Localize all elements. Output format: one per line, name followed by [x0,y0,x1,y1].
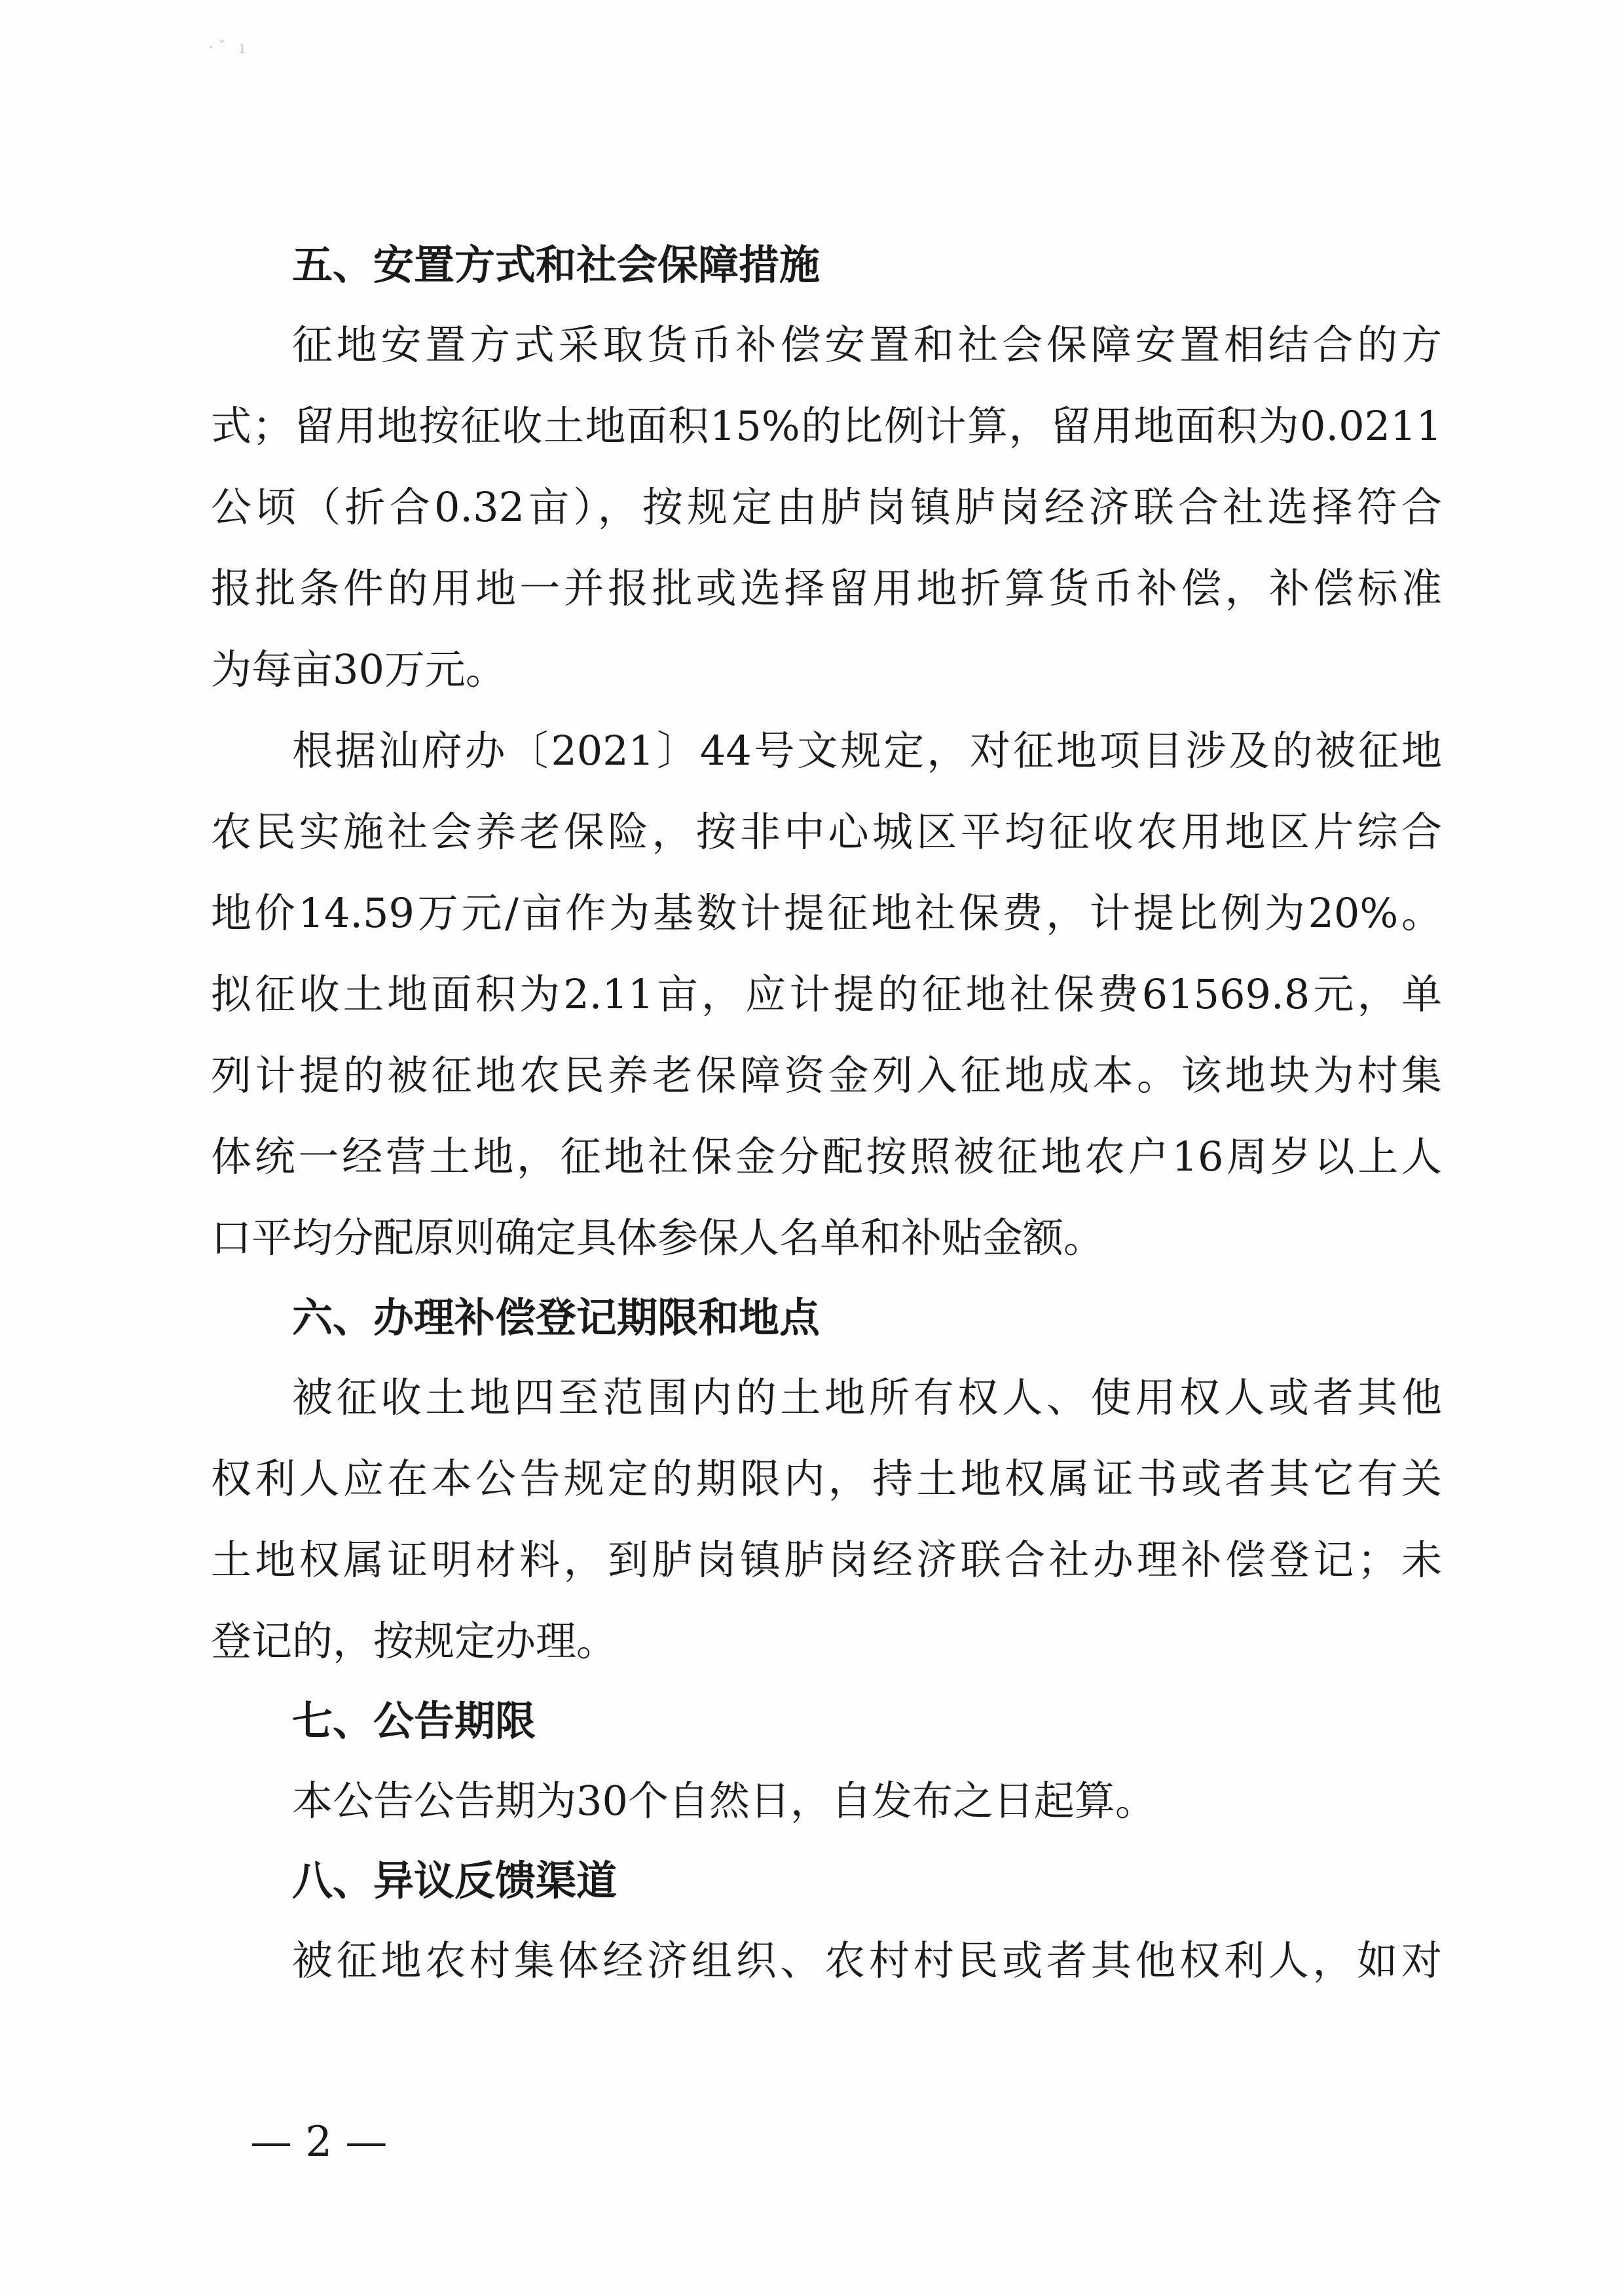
text-line: 被征收土地四至范围内的土地所有权人、使用权人或者其他 [292,1374,1442,1421]
text-line: 被征地农村集体经济组织、农村村民或者其他权利人，如对 [292,1937,1442,1984]
section-5-paragraph-2 [211,710,1442,1279]
text-line: 报批条件的用地一并报批或选择留用地折算货币补偿，补偿标准 [211,564,1442,612]
text-line: 拟征收土地面积为2.11亩，应计提的征地社保费61569.8元，单 [211,970,1442,1018]
section-heading-7: 七、公告期限 [292,1697,536,1745]
text-line: 征地安置方式采取货币补偿安置和社会保障安置相结合的方 [292,321,1442,369]
section-heading-8: 八、异议反馈渠道 [292,1857,618,1904]
text-line: 体统一经营土地，征地社保金分配按照被征地农户16周岁以上人 [211,1133,1442,1180]
text-line: 为每亩30万元。 [211,646,506,693]
section-5-paragraph-1 [211,304,1442,710]
text-line: 公顷（折合0.32亩），按规定由胪岗镇胪岗经济联合社选择符合 [211,483,1442,531]
section-6-paragraph-1 [211,1357,1442,1682]
text-line: 土地权属证明材料，到胪岗镇胪岗经济联合社办理补偿登记；未 [211,1536,1442,1584]
scan-artifact: ·ˇ ı [208,38,249,58]
text-line: 本公告公告期为30个自然日，自发布之日起算。 [292,1777,1156,1825]
text-line: 权利人应在本公告规定的期限内，持土地权属证书或者其它有关 [211,1455,1442,1503]
text-line: 式；留用地按征收土地面积15%的比例计算，留用地面积为0.0211 [211,402,1442,450]
section-heading-5: 五、安置方式和社会保障措施 [292,241,821,289]
document-body [211,226,1442,2001]
text-line: 地价14.59万元/亩作为基数计提征地社保费，计提比例为20%。 [211,889,1442,937]
text-line: 列计提的被征地农民养老保障资金列入征地成本。该地块为村集 [211,1051,1442,1099]
section-8-paragraph-1 [211,1920,1442,2001]
section-heading-6: 六、办理补偿登记期限和地点 [292,1294,821,1341]
text-line: 登记的，按规定办理。 [211,1617,618,1665]
page-number: — 2 — [250,2118,388,2166]
text-line: 根据汕府办〔2021〕44号文规定，对征地项目涉及的被征地 [292,727,1442,774]
text-line: 农民实施社会养老保险，按非中心城区平均征收农用地区片综合 [211,808,1442,856]
text-line: 口平均分配原则确定具体参保人名单和补贴金额。 [211,1214,1105,1262]
section-7-paragraph-1 [211,1760,1442,1842]
